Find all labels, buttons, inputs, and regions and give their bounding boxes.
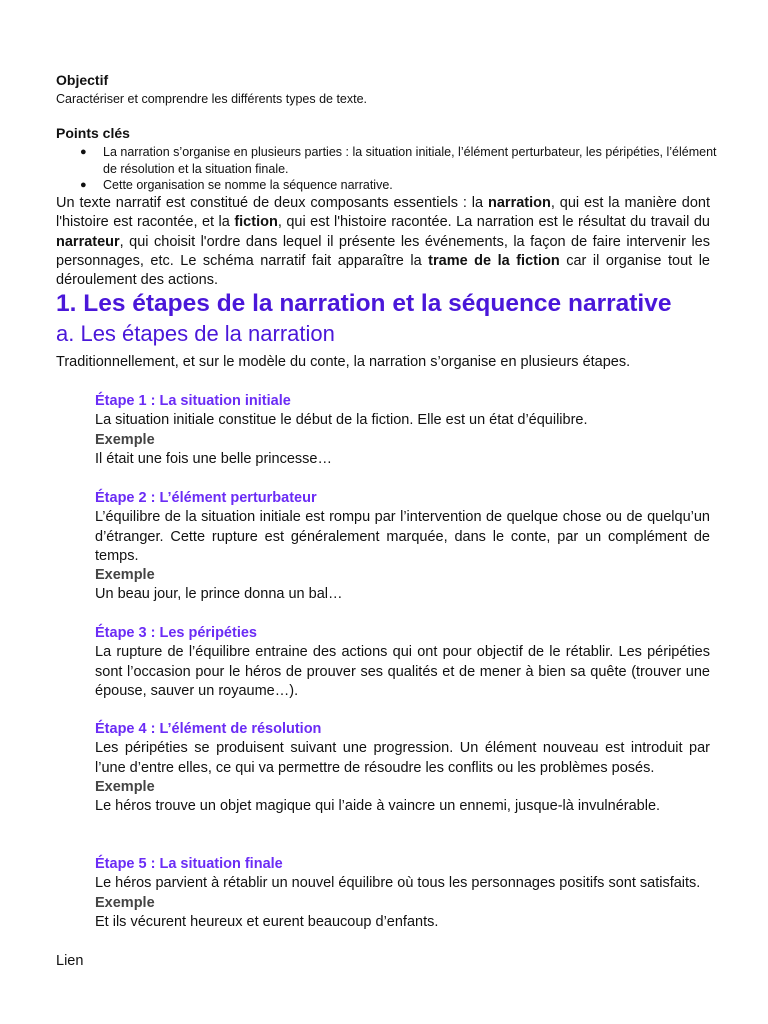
list-item <box>80 177 720 194</box>
key-points-list <box>80 144 720 194</box>
etape-text: La rupture de l’équilibre entraine des actions qui ont pour objectif de le rétablir. Les péripéties sont l’occasion pour le héros de prouver ses qualités et de mener à bien sa quête (trouver une épouse, sauver un royaume…). <box>95 644 710 699</box>
example-label: Exemple <box>95 567 155 584</box>
key-point-text: Cette organisation se nomme la séquence narrative. <box>103 178 393 192</box>
etape-title: Étape 3 : Les péripéties <box>95 625 257 641</box>
etape-text: L’équilibre de la situation initiale est rompu par l’intervention de quelque chose ou de quelqu’un d’étranger. Cette rupture est généralement marquée, dans le conte, par un complément de temps. <box>95 509 710 564</box>
section-title: 1. Les étapes de la narration et la séquence narrative <box>56 290 672 317</box>
objective-text: Caractériser et comprendre les différents types de texte. <box>56 92 368 106</box>
subsection-title: a. Les étapes de la narration <box>56 321 335 346</box>
etape-title: Étape 5 : La situation finale <box>95 856 283 872</box>
etape-title: Étape 2 : L’élément perturbateur <box>95 490 317 506</box>
bullet-icon: ● <box>80 146 87 158</box>
etape-text: La situation initiale constitue le début de la fiction. Elle est un état d’équilibre. <box>95 412 588 429</box>
example-label: Exemple <box>95 894 155 911</box>
intro-bold-fiction: fiction <box>234 214 278 231</box>
intro-text: , qui choisit l'ordre dans lequel il présente les événements, la façon de faire intervenir les personnages, etc. Le schéma narratif fait apparaître la <box>56 233 710 269</box>
etape-block-1 <box>95 392 710 469</box>
etape-block-5 <box>95 855 710 932</box>
intro-text: car il organise tout le déroulement des actions. <box>56 252 710 289</box>
etape-title: Étape 1 : La situation initiale <box>95 393 291 409</box>
link-text[interactable]: Lien <box>56 953 84 969</box>
key-point-text: La narration s’organise en plusieurs parties : la situation initiale, l’élément perturbateur, les péripéties, l’élément de résolution et la situation finale. <box>103 145 717 176</box>
lead-paragraph: Traditionnellement, et sur le modèle du conte, la narration s’organise en plusieurs étapes. <box>56 354 631 370</box>
intro-text: , qui est l'histoire racontée. La narration est le résultat du travail du <box>277 214 710 231</box>
example-text: Un beau jour, le prince donna un bal… <box>95 586 343 603</box>
intro-text: , qui est la manière dont l'histoire est racontée, et la <box>56 195 710 231</box>
intro-bold-narration: narration <box>488 195 551 211</box>
key-points-heading: Points clés <box>56 125 130 141</box>
example-text: Il était une fois une belle princesse… <box>95 450 332 467</box>
intro-paragraph <box>56 194 710 290</box>
example-text: Le héros trouve un objet magique qui l’aide à vaincre un ennemi, jusque-là invulnérable. <box>95 798 661 815</box>
intro-bold-narrateur: narrateur <box>56 233 120 250</box>
etape-text: Les péripéties se produisent suivant une progression. Un élément nouveau est introduit par l’une d’entre elles, ce qui va permettre de résoudre les conflits ou les problèmes posés. <box>95 740 710 776</box>
intro-text: Un texte narratif est constitué de deux composants essentiels : la <box>56 195 488 211</box>
example-label: Exemple <box>95 778 155 795</box>
intro-bold-trame: trame de la fiction <box>428 252 560 269</box>
etape-title: Étape 4 : L’élément de résolution <box>95 721 322 737</box>
etape-text: Le héros parvient à rétablir un nouvel équilibre où tous les personnages positifs sont satisfaits. <box>95 875 701 892</box>
list-item <box>80 144 720 177</box>
objective-heading: Objectif <box>56 72 109 88</box>
example-label: Exemple <box>95 431 155 448</box>
example-text: Et ils vécurent heureux et eurent beaucoup d’enfants. <box>95 913 439 930</box>
bullet-icon: ● <box>80 179 87 191</box>
etape-block-3 <box>95 624 710 701</box>
etape-block-4 <box>95 720 710 816</box>
etape-block-2 <box>95 489 710 605</box>
